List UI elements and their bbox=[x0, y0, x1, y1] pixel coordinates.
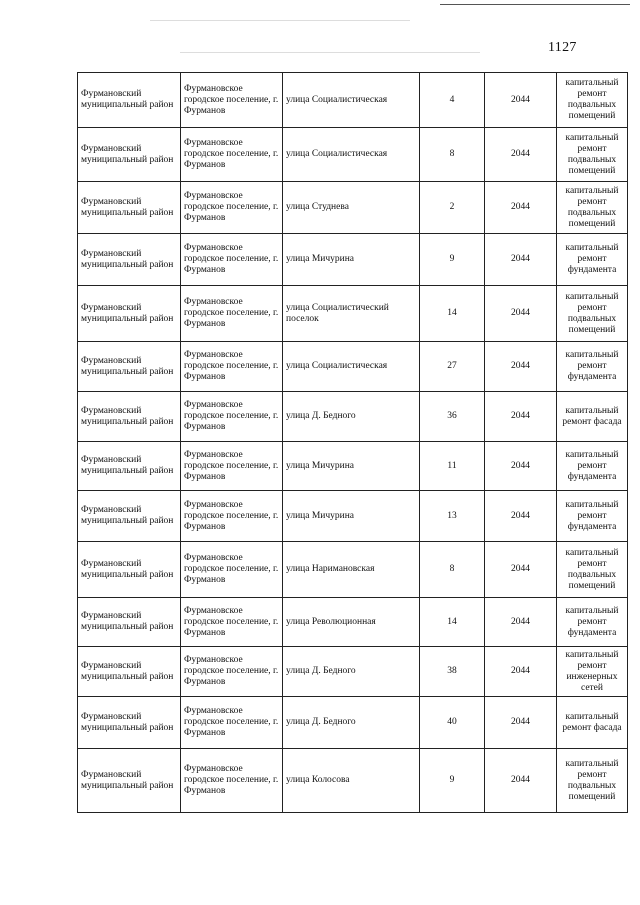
house-number-cell: 8 bbox=[420, 542, 485, 598]
scan-edge-line bbox=[440, 4, 630, 5]
district-cell: Фурмановский муниципальный район bbox=[78, 73, 181, 128]
settlement-cell: Фурмановское городское поселение, г. Фурманов bbox=[181, 128, 283, 182]
street-cell: улица Социалистическая bbox=[283, 128, 420, 182]
year-cell: 2044 bbox=[485, 598, 557, 647]
settlement-cell: Фурмановское городское поселение, г. Фурманов bbox=[181, 442, 283, 491]
district-cell: Фурмановский муниципальный район bbox=[78, 647, 181, 697]
table-row bbox=[78, 392, 628, 442]
district-cell: Фурмановский муниципальный район bbox=[78, 542, 181, 598]
district-cell: Фурмановский муниципальный район bbox=[78, 749, 181, 813]
street-cell: улица Студнева bbox=[283, 182, 420, 234]
district-cell: Фурмановский муниципальный район bbox=[78, 697, 181, 749]
street-cell: улица Наримановская bbox=[283, 542, 420, 598]
repair-registry-table bbox=[77, 72, 628, 813]
work-type-cell: капитальный ремонт фундамента bbox=[557, 234, 628, 286]
year-cell: 2044 bbox=[485, 182, 557, 234]
year-cell: 2044 bbox=[485, 128, 557, 182]
district-cell: Фурмановский муниципальный район bbox=[78, 342, 181, 392]
house-number-cell: 27 bbox=[420, 342, 485, 392]
district-cell: Фурмановский муниципальный район bbox=[78, 598, 181, 647]
year-cell: 2044 bbox=[485, 234, 557, 286]
district-cell: Фурмановский муниципальный район bbox=[78, 442, 181, 491]
work-type-cell: капитальный ремонт фундамента bbox=[557, 442, 628, 491]
work-type-cell: капитальный ремонт подвальных помещений bbox=[557, 286, 628, 342]
street-cell: улица Мичурина bbox=[283, 234, 420, 286]
work-type-cell: капитальный ремонт фасада bbox=[557, 392, 628, 442]
house-number-cell: 9 bbox=[420, 749, 485, 813]
settlement-cell: Фурмановское городское поселение, г. Фурманов bbox=[181, 697, 283, 749]
table-row bbox=[78, 491, 628, 542]
district-cell: Фурмановский муниципальный район bbox=[78, 128, 181, 182]
settlement-cell: Фурмановское городское поселение, г. Фурманов bbox=[181, 598, 283, 647]
street-cell: улица Д. Бедного bbox=[283, 697, 420, 749]
district-cell: Фурмановский муниципальный район bbox=[78, 234, 181, 286]
house-number-cell: 8 bbox=[420, 128, 485, 182]
work-type-cell: капитальный ремонт подвальных помещений bbox=[557, 182, 628, 234]
work-type-cell: капитальный ремонт подвальных помещений bbox=[557, 542, 628, 598]
year-cell: 2044 bbox=[485, 542, 557, 598]
table-row bbox=[78, 128, 628, 182]
table-row bbox=[78, 598, 628, 647]
table-row bbox=[78, 697, 628, 749]
work-type-cell: капитальный ремонт фундамента bbox=[557, 598, 628, 647]
year-cell: 2044 bbox=[485, 697, 557, 749]
year-cell: 2044 bbox=[485, 286, 557, 342]
settlement-cell: Фурмановское городское поселение, г. Фурманов bbox=[181, 392, 283, 442]
page-number: 1127 bbox=[548, 40, 577, 55]
street-cell: улица Революционная bbox=[283, 598, 420, 647]
street-cell: улица Колосова bbox=[283, 749, 420, 813]
settlement-cell: Фурмановское городское поселение, г. Фурманов bbox=[181, 749, 283, 813]
house-number-cell: 14 bbox=[420, 286, 485, 342]
district-cell: Фурмановский муниципальный район bbox=[78, 286, 181, 342]
house-number-cell: 9 bbox=[420, 234, 485, 286]
settlement-cell: Фурмановское городское поселение, г. Фурманов bbox=[181, 286, 283, 342]
work-type-cell: капитальный ремонт фасада bbox=[557, 697, 628, 749]
house-number-cell: 13 bbox=[420, 491, 485, 542]
work-type-cell: капитальный ремонт фундамента bbox=[557, 491, 628, 542]
year-cell: 2044 bbox=[485, 342, 557, 392]
district-cell: Фурмановский муниципальный район bbox=[78, 491, 181, 542]
settlement-cell: Фурмановское городское поселение, г. Фурманов bbox=[181, 182, 283, 234]
table-row bbox=[78, 234, 628, 286]
year-cell: 2044 bbox=[485, 392, 557, 442]
street-cell: улица Мичурина bbox=[283, 442, 420, 491]
scan-noise bbox=[180, 52, 480, 53]
table-row bbox=[78, 647, 628, 697]
year-cell: 2044 bbox=[485, 491, 557, 542]
district-cell: Фурмановский муниципальный район bbox=[78, 392, 181, 442]
house-number-cell: 11 bbox=[420, 442, 485, 491]
house-number-cell: 2 bbox=[420, 182, 485, 234]
settlement-cell: Фурмановское городское поселение, г. Фурманов bbox=[181, 542, 283, 598]
street-cell: улица Социалистическая bbox=[283, 73, 420, 128]
year-cell: 2044 bbox=[485, 647, 557, 697]
street-cell: улица Д. Бедного bbox=[283, 647, 420, 697]
year-cell: 2044 bbox=[485, 73, 557, 128]
house-number-cell: 4 bbox=[420, 73, 485, 128]
district-cell: Фурмановский муниципальный район bbox=[78, 182, 181, 234]
house-number-cell: 36 bbox=[420, 392, 485, 442]
year-cell: 2044 bbox=[485, 749, 557, 813]
settlement-cell: Фурмановское городское поселение, г. Фурманов bbox=[181, 342, 283, 392]
work-type-cell: капитальный ремонт фундамента bbox=[557, 342, 628, 392]
table-row bbox=[78, 342, 628, 392]
settlement-cell: Фурмановское городское поселение, г. Фурманов bbox=[181, 491, 283, 542]
table-row bbox=[78, 542, 628, 598]
table-row bbox=[78, 73, 628, 128]
house-number-cell: 38 bbox=[420, 647, 485, 697]
street-cell: улица Социалистический поселок bbox=[283, 286, 420, 342]
table-row bbox=[78, 442, 628, 491]
table-row bbox=[78, 749, 628, 813]
house-number-cell: 40 bbox=[420, 697, 485, 749]
table-row bbox=[78, 286, 628, 342]
work-type-cell: капитальный ремонт подвальных помещений bbox=[557, 749, 628, 813]
street-cell: улица Мичурина bbox=[283, 491, 420, 542]
settlement-cell: Фурмановское городское поселение, г. Фурманов bbox=[181, 234, 283, 286]
house-number-cell: 14 bbox=[420, 598, 485, 647]
street-cell: улица Социалистическая bbox=[283, 342, 420, 392]
work-type-cell: капитальный ремонт подвальных помещений bbox=[557, 73, 628, 128]
table-row bbox=[78, 182, 628, 234]
work-type-cell: капитальный ремонт подвальных помещений bbox=[557, 128, 628, 182]
settlement-cell: Фурмановское городское поселение, г. Фурманов bbox=[181, 647, 283, 697]
scan-noise bbox=[150, 20, 410, 21]
work-type-cell: капитальный ремонт инженерных сетей bbox=[557, 647, 628, 697]
year-cell: 2044 bbox=[485, 442, 557, 491]
settlement-cell: Фурмановское городское поселение, г. Фурманов bbox=[181, 73, 283, 128]
street-cell: улица Д. Бедного bbox=[283, 392, 420, 442]
